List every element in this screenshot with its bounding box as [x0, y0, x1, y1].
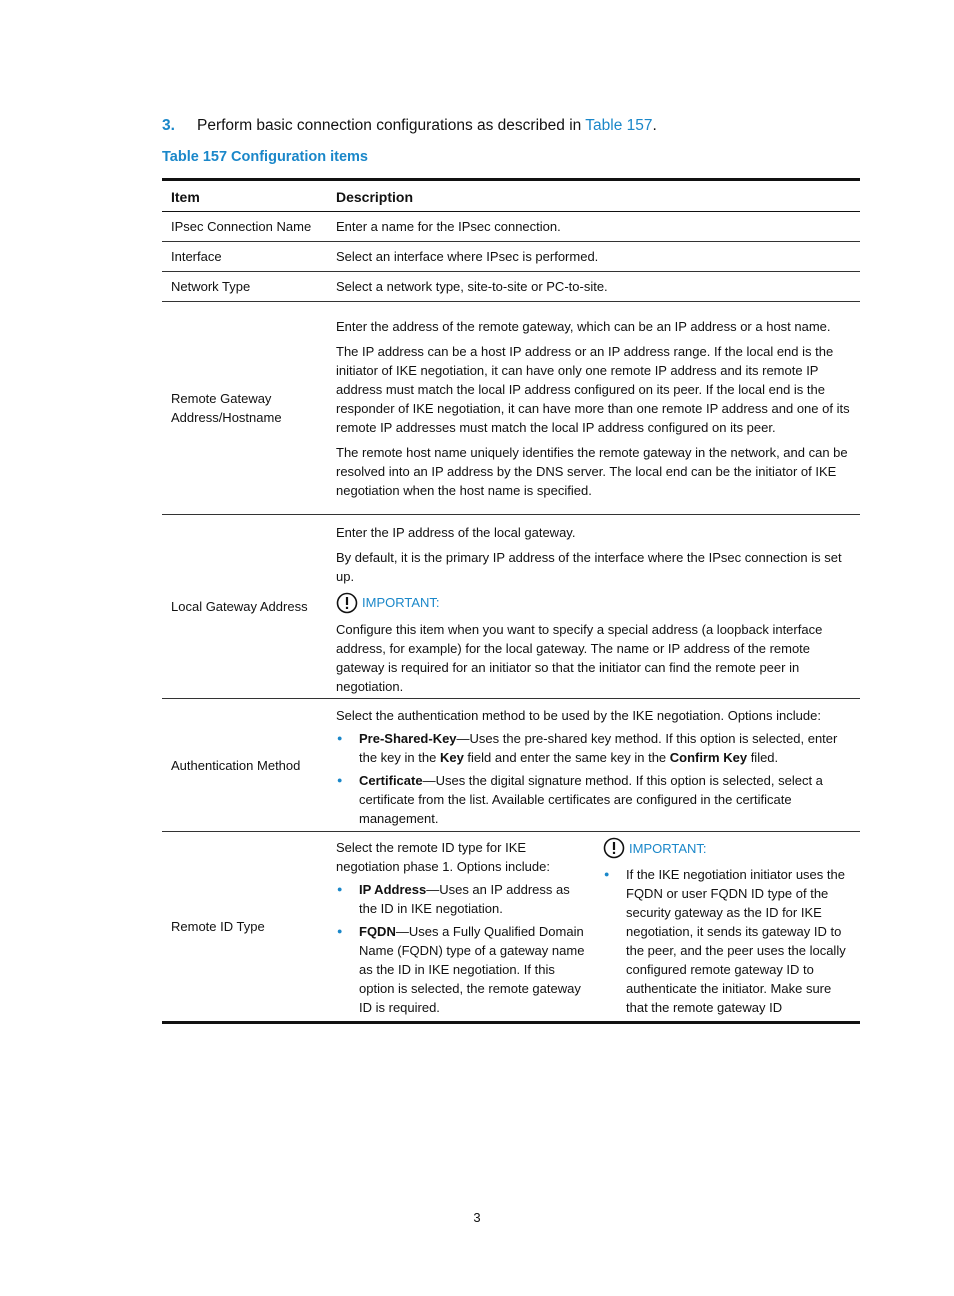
paragraph: Select the authentication method to be used by the IKE negotiation. Options include:	[336, 708, 821, 723]
item-cell: Interface	[162, 242, 327, 272]
item-cell: Remote Gateway Address/Hostname	[162, 302, 327, 515]
option-text: —Uses an IP address as the ID in IKE negotiation.	[359, 882, 570, 916]
description-cell	[327, 832, 860, 1023]
step-text: Perform basic connection configurations as described in	[197, 117, 586, 134]
table-row	[162, 515, 860, 699]
table-row	[162, 272, 860, 302]
step-number: 3.	[162, 117, 175, 134]
item-cell: Network Type	[162, 272, 327, 302]
important-icon	[336, 592, 358, 614]
option-term: FQDN	[359, 924, 396, 939]
table-row	[162, 302, 860, 515]
option-text: —Uses the pre-shared key method. If this option is selected, enter the key in the	[359, 731, 838, 765]
option-term: Certificate	[359, 773, 423, 788]
configuration-table	[162, 178, 860, 1024]
table-row	[162, 242, 860, 272]
table-157-link[interactable]: Table 157	[585, 117, 653, 134]
item-cell: Remote ID Type	[162, 832, 327, 1023]
important-list	[603, 865, 852, 1017]
table-caption: Table 157 Configuration items	[162, 149, 368, 165]
item-cell: Authentication Method	[162, 699, 327, 832]
page-number: 3	[473, 1210, 481, 1225]
item-cell: Local Gateway Address	[162, 515, 327, 699]
important-notice	[336, 592, 852, 614]
important-label: IMPORTANT:	[629, 840, 707, 856]
field-key: Key	[439, 750, 464, 765]
description-cell: Enter a name for the IPsec connection.	[327, 212, 860, 242]
option-text: field and enter the same key in the	[463, 750, 670, 765]
option-text: —Uses the digital signature method. If this option is selected, select a certificate from the list. Available certificates are configured in the certificate management.	[359, 773, 823, 826]
description-cell	[327, 515, 860, 699]
list-item: ● If the IKE negotiation initiator uses the FQDN or user FQDN ID type of the security gateway as the ID for IKE negotiation, it sends its gateway ID to the peer, and the peer uses the locally configured remote gateway ID to authenticate the initiator. Make sure that the remote gateway ID	[603, 865, 852, 1017]
important-notice	[603, 837, 852, 859]
option-term: Pre-Shared-Key	[359, 731, 457, 746]
important-text: Configure this item when you want to specify a special address (a loopback interface address, for example) for the local gateway. The name or IP address of the remote gateway is required for an initiator so that the initiator can find the remote peer in negotiation.	[336, 621, 823, 694]
step-3	[162, 116, 657, 136]
option-text: filed.	[747, 750, 779, 765]
paragraph: The remote host name uniquely identifies the remote gateway in the network, and can be resolved into an IP address by the DNS server. The local end can be the initiator of IKE negotiation when the host name is specified.	[336, 445, 848, 498]
options-column	[336, 838, 603, 1017]
important-column	[603, 838, 852, 1017]
paragraph: The IP address can be a host IP address or an IP address range. If the local end is the initiator of IKE negotiation, it can have only one remote IP address and its remote IP address must match the local IP address configured on its peer. If the local end is the responder of IKE negotiation, it can have more than one remote IP address and one of its remote IP addresses must match the local IP address configured on its peer.	[336, 344, 850, 435]
table-row	[162, 699, 860, 832]
paragraph: By default, it is the primary IP address of the interface where the IPsec connection is set up.	[336, 549, 842, 584]
options-list	[336, 880, 591, 1017]
table-header-row	[162, 180, 860, 212]
step-text-end: .	[652, 117, 657, 134]
paragraph: Select the remote ID type for IKE negotiation phase 1. Options include:	[336, 840, 550, 874]
list-item	[336, 729, 852, 767]
important-label: IMPORTANT:	[362, 595, 440, 610]
option-text: —Uses a Fully Qualified Domain Name (FQDN) type of a gateway name as the ID in IKE negotiation. If this option is selected, the remote gateway ID is required.	[359, 924, 585, 1015]
description-cell	[327, 699, 860, 832]
table-row	[162, 832, 860, 1023]
option-term: IP Address	[359, 882, 427, 897]
header-description: Description	[327, 180, 860, 212]
description-cell	[327, 302, 860, 515]
description-cell: Select a network type, site-to-site or PC-to-site.	[327, 272, 860, 302]
field-confirm-key: Confirm Key	[669, 750, 748, 765]
table-row	[162, 212, 860, 242]
important-icon	[603, 837, 625, 859]
options-list	[336, 729, 852, 828]
item-cell: IPsec Connection Name	[162, 212, 327, 242]
description-cell: Select an interface where IPsec is performed.	[327, 242, 860, 272]
header-item: Item	[162, 180, 327, 212]
list-item	[336, 771, 852, 828]
list-item	[336, 922, 591, 1017]
paragraph: Enter the IP address of the local gateway.	[336, 524, 576, 540]
list-item	[336, 880, 591, 918]
paragraph: Enter the address of the remote gateway, which can be an IP address or a host name.	[336, 319, 831, 334]
